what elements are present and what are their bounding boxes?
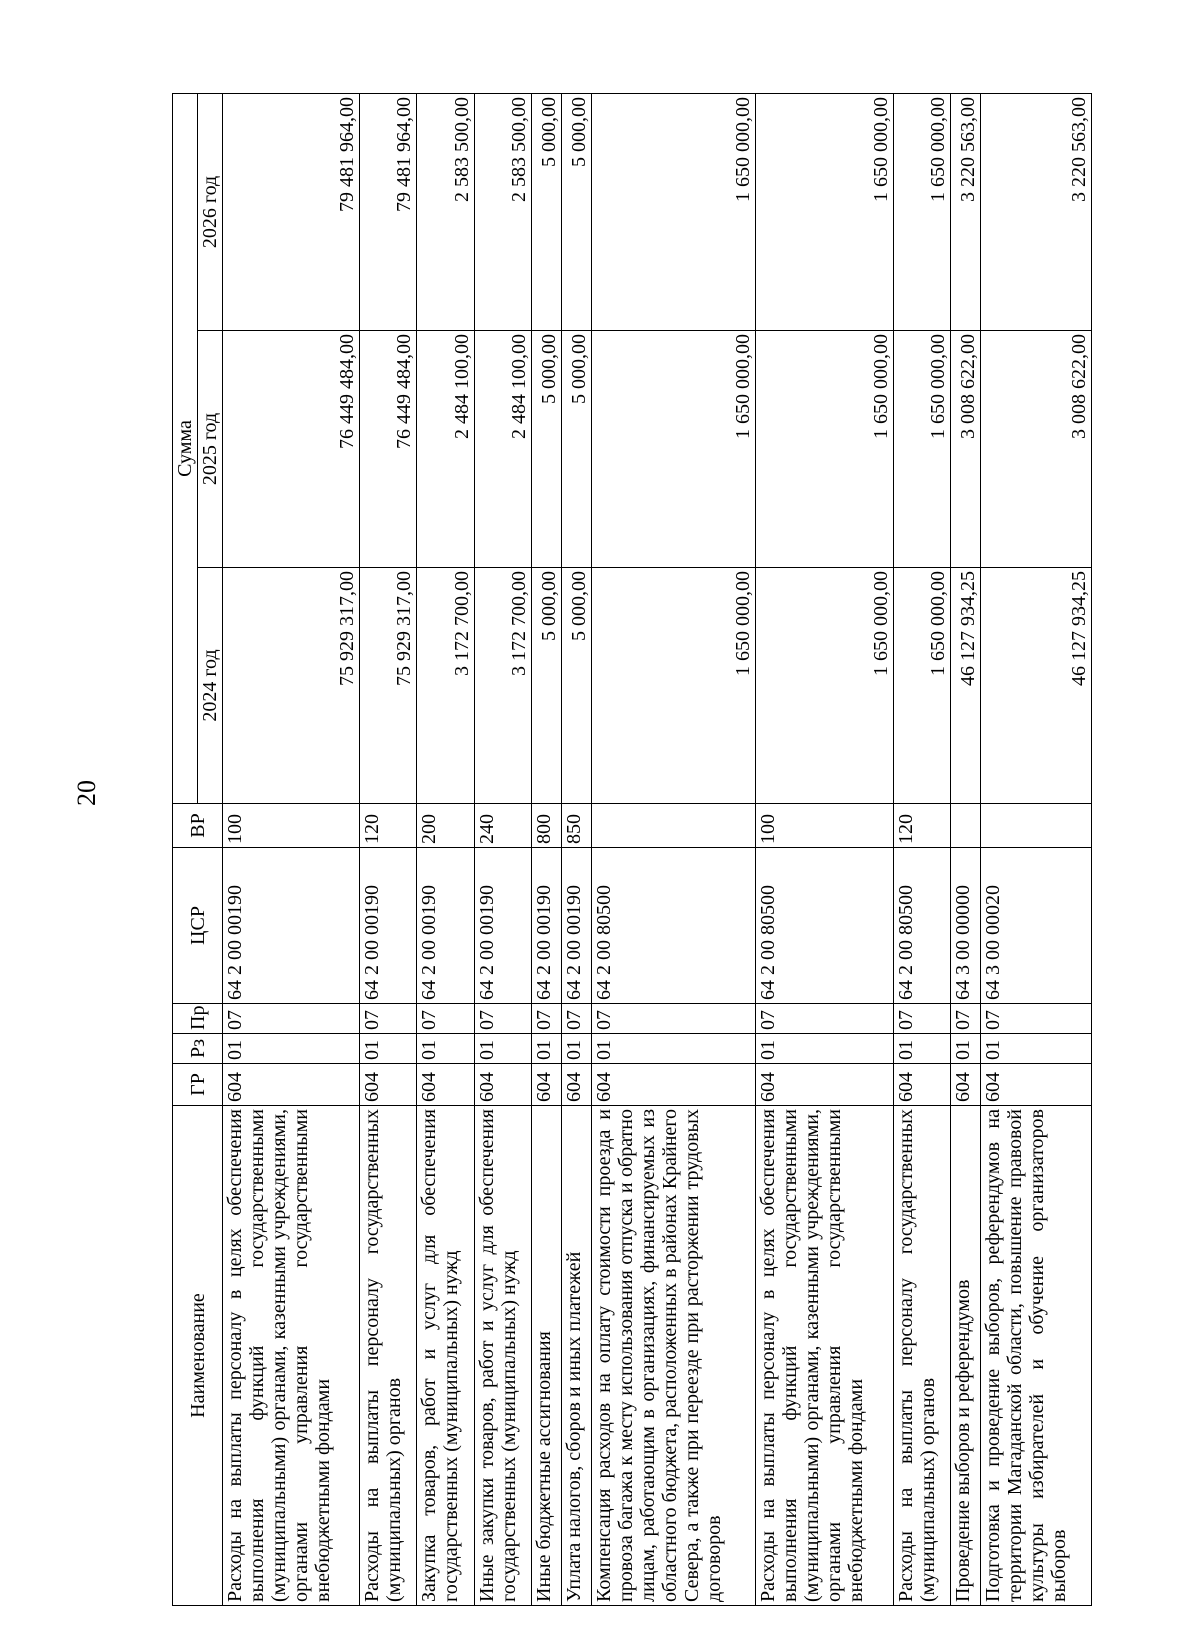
row-csr: 64 3 00 00000 (950, 848, 980, 1004)
row-2026: 79 481 964,00 (223, 93, 360, 330)
row-gr: 604 (360, 1064, 417, 1106)
table-row (981, 93, 1092, 1605)
row-2024: 75 929 317,00 (360, 568, 417, 804)
row-vr: 200 (417, 804, 474, 848)
row-2026: 1 650 000,00 (756, 93, 893, 330)
row-rz: 01 (950, 1034, 980, 1064)
row-2026: 5 000,00 (531, 93, 561, 330)
row-2026: 3 220 563,00 (981, 93, 1092, 330)
header-2026: 2026 год (198, 93, 223, 330)
table-row (223, 93, 360, 1605)
row-rz: 01 (531, 1034, 561, 1064)
row-name: Компенсация расходов на оплату стоимости проезда и провоза багажа к месту использования отпуска и обратно лицам, работающим в организациях, финансируемых из областного бюджета, расположенных в районах Крайнего Севера, а также при переезде при расторжении трудовых договоров (592, 1106, 756, 1606)
row-vr: 120 (360, 804, 417, 848)
row-vr: 120 (893, 804, 950, 848)
row-gr: 604 (756, 1064, 893, 1106)
row-2024: 1 650 000,00 (893, 568, 950, 804)
rotated-page-content (172, 94, 1092, 1606)
row-2024: 3 172 700,00 (474, 568, 531, 804)
row-2025: 2 484 100,00 (474, 331, 531, 568)
header-2025: 2025 год (198, 331, 223, 568)
row-gr: 604 (223, 1064, 360, 1106)
row-2024: 1 650 000,00 (592, 568, 756, 804)
table-row (562, 93, 592, 1605)
row-vr (981, 804, 1092, 848)
row-2025: 3 008 622,00 (981, 331, 1092, 568)
table-row (756, 93, 893, 1605)
row-2025: 5 000,00 (531, 331, 561, 568)
row-gr: 604 (474, 1064, 531, 1106)
row-name: Расходы на выплаты персоналу государственных (муниципальных) органов (893, 1106, 950, 1606)
row-rz: 01 (756, 1034, 893, 1064)
row-name: Проведение выборов и референдумов (950, 1106, 980, 1606)
row-rz: 01 (592, 1034, 756, 1064)
row-rz: 01 (562, 1034, 592, 1064)
row-csr: 64 2 00 80500 (756, 848, 893, 1004)
row-pr: 07 (417, 1004, 474, 1034)
row-vr: 850 (562, 804, 592, 848)
row-name: Расходы на выплаты персоналу государственных (муниципальных) органов (360, 1106, 417, 1606)
table-header-row (173, 93, 198, 1605)
row-pr: 07 (592, 1004, 756, 1034)
row-pr: 07 (562, 1004, 592, 1034)
row-csr: 64 2 00 80500 (592, 848, 756, 1004)
row-gr: 604 (562, 1064, 592, 1106)
row-csr: 64 2 00 00190 (474, 848, 531, 1004)
row-2026: 5 000,00 (562, 93, 592, 330)
row-name: Расходы на выплаты персоналу в целях обеспечения выполнения функций государственными (муниципальными) органами, казенными учреждениями, органами управления государственными внебюджетными фондами (223, 1106, 360, 1606)
row-csr: 64 2 00 00190 (562, 848, 592, 1004)
table-row (531, 93, 561, 1605)
row-gr: 604 (417, 1064, 474, 1106)
row-rz: 01 (893, 1034, 950, 1064)
row-vr: 100 (223, 804, 360, 848)
row-pr: 07 (756, 1004, 893, 1034)
row-gr: 604 (531, 1064, 561, 1106)
table-row (893, 93, 950, 1605)
row-2024: 46 127 934,25 (981, 568, 1092, 804)
header-2024: 2024 год (198, 568, 223, 804)
row-gr: 604 (893, 1064, 950, 1106)
header-rz: Рз (173, 1034, 223, 1064)
row-vr (950, 804, 980, 848)
row-2025: 1 650 000,00 (893, 331, 950, 568)
budget-table (172, 93, 1092, 1606)
row-2026: 2 583 500,00 (417, 93, 474, 330)
row-2024: 46 127 934,25 (950, 568, 980, 804)
row-vr: 800 (531, 804, 561, 848)
header-pr: Пр (173, 1004, 223, 1034)
row-pr: 07 (981, 1004, 1092, 1034)
row-vr: 240 (474, 804, 531, 848)
row-name: Уплата налогов, сборов и иных платежей (562, 1106, 592, 1606)
row-2025: 76 449 484,00 (223, 331, 360, 568)
row-name: Иные закупки товаров, работ и услуг для обеспечения государственных (муниципальных) нужд (474, 1106, 531, 1606)
row-gr: 604 (981, 1064, 1092, 1106)
row-name: Иные бюджетные ассигнования (531, 1106, 561, 1606)
row-2025: 5 000,00 (562, 331, 592, 568)
row-rz: 01 (417, 1034, 474, 1064)
row-2024: 75 929 317,00 (223, 568, 360, 804)
row-2024: 5 000,00 (531, 568, 561, 804)
row-csr: 64 3 00 00020 (981, 848, 1092, 1004)
page-number: 20 (72, 780, 101, 806)
row-csr: 64 2 00 00190 (223, 848, 360, 1004)
row-2024: 5 000,00 (562, 568, 592, 804)
row-2024: 1 650 000,00 (756, 568, 893, 804)
row-2026: 2 583 500,00 (474, 93, 531, 330)
row-2025: 76 449 484,00 (360, 331, 417, 568)
row-pr: 07 (950, 1004, 980, 1034)
table-row (417, 93, 474, 1605)
header-csr: ЦСР (173, 848, 223, 1004)
row-vr (592, 804, 756, 848)
row-pr: 07 (531, 1004, 561, 1034)
row-2026: 1 650 000,00 (592, 93, 756, 330)
header-vr: ВР (173, 804, 223, 848)
row-pr: 07 (360, 1004, 417, 1034)
row-pr: 07 (474, 1004, 531, 1034)
row-csr: 64 2 00 00190 (360, 848, 417, 1004)
row-2024: 3 172 700,00 (417, 568, 474, 804)
row-gr: 604 (592, 1064, 756, 1106)
header-gr: ГР (173, 1064, 223, 1106)
row-rz: 01 (223, 1034, 360, 1064)
row-rz: 01 (981, 1034, 1092, 1064)
row-vr: 100 (756, 804, 893, 848)
row-csr: 64 2 00 00190 (417, 848, 474, 1004)
table-row (950, 93, 980, 1605)
row-2025: 3 008 622,00 (950, 331, 980, 568)
row-2025: 2 484 100,00 (417, 331, 474, 568)
row-2026: 79 481 964,00 (360, 93, 417, 330)
row-csr: 64 2 00 80500 (893, 848, 950, 1004)
header-sum: Сумма (173, 93, 198, 803)
row-2025: 1 650 000,00 (756, 331, 893, 568)
header-name: Наименование (173, 1106, 223, 1606)
row-name: Подготовка и проведение выборов, референдумов на территории Магаданской области, повышение правовой культуры избирателей и обучение организаторов выборов (981, 1106, 1092, 1606)
row-csr: 64 2 00 00190 (531, 848, 561, 1004)
row-name: Закупка товаров, работ и услуг для обеспечения государственных (муниципальных) нужд (417, 1106, 474, 1606)
row-2026: 3 220 563,00 (950, 93, 980, 330)
table-row (592, 93, 756, 1605)
row-rz: 01 (360, 1034, 417, 1064)
table-row (474, 93, 531, 1605)
row-2025: 1 650 000,00 (592, 331, 756, 568)
row-name: Расходы на выплаты персоналу в целях обеспечения выполнения функций государственными (муниципальными) органами, казенными учреждениями, органами управления государственными внебюджетными фондами (756, 1106, 893, 1606)
row-pr: 07 (223, 1004, 360, 1034)
row-pr: 07 (893, 1004, 950, 1034)
row-2026: 1 650 000,00 (893, 93, 950, 330)
row-gr: 604 (950, 1064, 980, 1106)
row-rz: 01 (474, 1034, 531, 1064)
table-row (360, 93, 417, 1605)
